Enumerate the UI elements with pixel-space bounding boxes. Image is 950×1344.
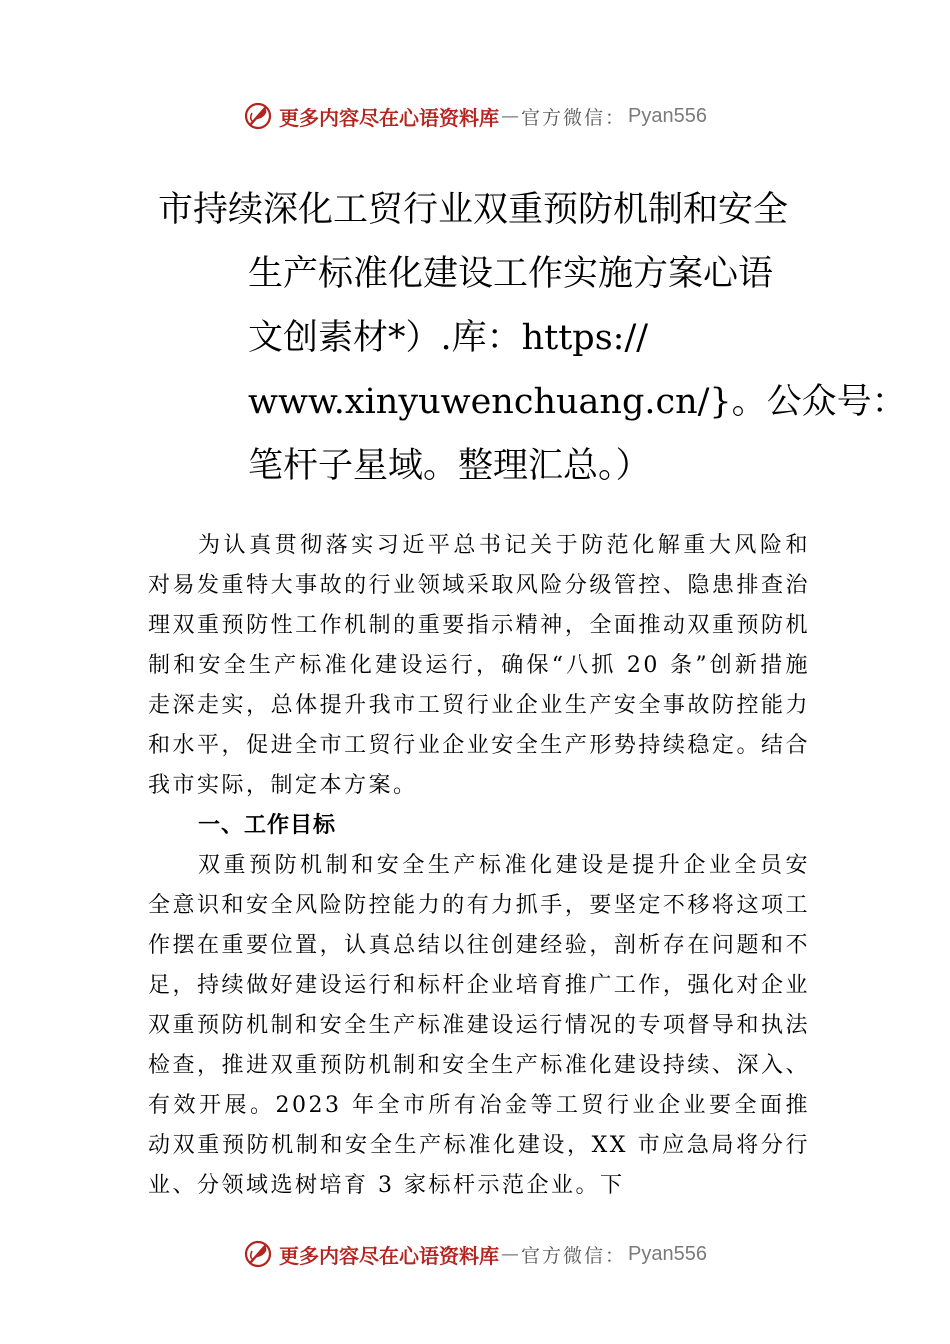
brand-slogan: 更多内容尽在心语资料库 [279, 105, 499, 130]
quill-pen-logo-icon [243, 1239, 273, 1269]
separator-dash: — [501, 105, 519, 127]
section-heading: 一、工作目标 [198, 813, 337, 838]
title-line: www.xinyuwenchuang.cn/}。公众号： [248, 382, 907, 422]
document-body [148, 526, 810, 1206]
title-line: 生产标准化建设工作实施方案心语 [248, 254, 774, 294]
title-line: 市持续深化工贸行业双重预防机制和安全 [158, 190, 789, 230]
separator-dash: — [501, 1243, 519, 1265]
header-watermark-banner [0, 96, 950, 136]
title-line: 文创素材*）.库：https:// [248, 318, 649, 358]
footer-watermark-banner [0, 1234, 950, 1274]
brand-slogan: 更多内容尽在心语资料库 [279, 1243, 499, 1268]
wechat-id: Pyan556 [628, 104, 707, 127]
wechat-id: Pyan556 [628, 1242, 707, 1265]
title-line: 笔杆子星域。整理汇总。） [248, 446, 651, 486]
intro-paragraph: 为认真贯彻落实习近平总书记关于防范化解重大风险和对易发重特大事故的行业领域采取风险分级管控、隐患排查治理双重预防性工作机制的重要指示精神，全面推动双重预防机制和安全生产标准化建设运行，确保“八抓 20 条”创新措施走深走实，总体提升我市工贸行业企业生产安全事故防控能力和水平，促进全市工贸行业企业安全生产形势持续稳定。结合我市实际，制定本方案。 [148, 533, 810, 798]
section-paragraph: 双重预防机制和安全生产标准化建设是提升企业全员安全意识和安全风险防控能力的有力抓手，要坚定不移将这项工作摆在重要位置，认真总结以往创建经验，剖析存在问题和不足，持续做好建设运行和标杆企业培育推广工作，强化对企业双重预防机制和安全生产标准建设运行情况的专项督导和执法检查，推进双重预防机制和安全生产标准化建设持续、深入、有效开展。2023 年全市所有冶金等工贸行业企业要全面推动双重预防机制和安全生产标准化建设，XX 市应急局将分行业、分领域选树培育 3 家标杆示范企业。下 [148, 853, 810, 1198]
wechat-label: 官方微信： [521, 1244, 627, 1267]
quill-pen-logo-icon [243, 101, 273, 131]
wechat-label: 官方微信： [521, 106, 627, 129]
document-title [158, 178, 907, 498]
